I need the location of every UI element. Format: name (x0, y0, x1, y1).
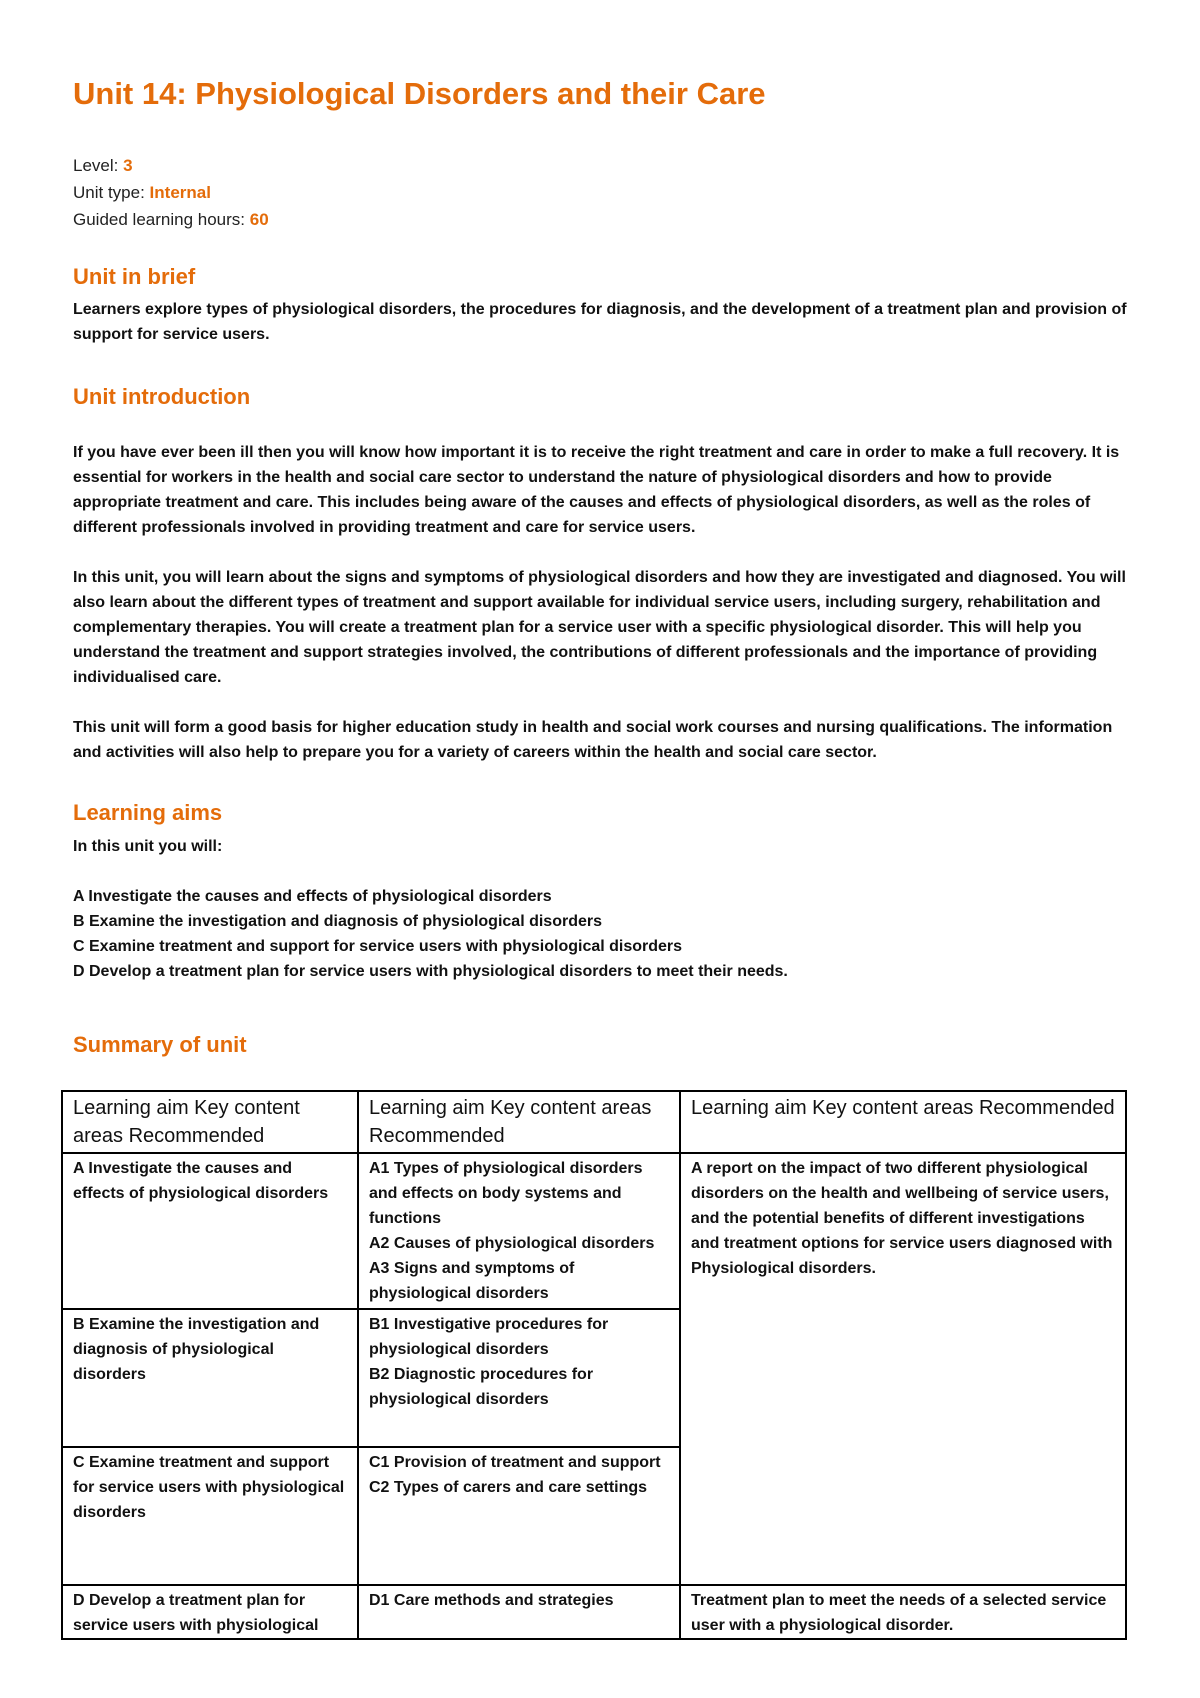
level-label: Level: (73, 156, 119, 175)
level-value: 3 (123, 156, 133, 175)
content-item: A3 Signs and symptoms of physiological disorders (369, 1260, 575, 1302)
learning-aim-item: D Develop a treatment plan for service users with physiological disorders to meet their needs. (73, 963, 788, 980)
aim-cell-text: D Develop a treatment plan for service users with physiological (73, 1592, 319, 1634)
unit-type-line (73, 179, 269, 206)
unit-type-label: Unit type: (73, 183, 145, 202)
assessment-cell-text: Treatment plan to meet the needs of a selected service user with a physiological disorder. (691, 1592, 1107, 1634)
assessment-cell: A report on the impact of two different physiological disorders on the health and wellbeing of service users, and the potential benefits of different investigations and treatment options for service users diagnosed with Physiological disorders. (680, 1153, 1126, 1585)
aim-cell: C Examine treatment and support for service users with physiological disorders (62, 1447, 358, 1585)
learning-aim-item: C Examine treatment and support for service users with physiological disorders (73, 938, 683, 955)
intro-paragraph: This unit will form a good basis for higher education study in health and social work courses and nursing qualifications. The information and activities will also help to prepare you for a variety of careers within the health and social care sector. (73, 719, 1113, 761)
table-row (62, 1585, 1126, 1639)
content-cell (358, 1585, 680, 1639)
assessment-cell (680, 1585, 1126, 1639)
learning-aims-heading: Learning aims (73, 800, 223, 825)
content-item: B2 Diagnostic procedures for physiological disorders (369, 1366, 594, 1408)
learning-aim-item: B Examine the investigation and diagnosis of physiological disorders (73, 913, 602, 930)
learning-aim-item: A Investigate the causes and effects of physiological disorders (73, 888, 552, 905)
summary-heading: Summary of unit (73, 1032, 247, 1057)
table-header-row (62, 1091, 1126, 1153)
aim-cell: B Examine the investigation and diagnosis of physiological disorders (62, 1309, 358, 1447)
unit-type-value: Internal (149, 183, 211, 202)
unit-in-brief-heading: Unit in brief (73, 264, 196, 289)
content-item: A1 Types of physiological disorders and effects on body systems and functions (369, 1160, 643, 1227)
learning-aims-list (73, 884, 1133, 984)
content-item: C2 Types of carers and care settings (369, 1479, 648, 1496)
unit-meta (73, 152, 269, 233)
unit-introduction-text (73, 440, 1133, 765)
content-item: B1 Investigative procedures for physiological disorders (369, 1316, 609, 1358)
unit-in-brief-text: Learners explore types of physiological disorders, the procedures for diagnosis, and the development of a treatment plan and provision of support for service users. (73, 301, 1127, 343)
content-cell (358, 1309, 680, 1447)
glh-label: Guided learning hours: (73, 210, 246, 229)
unit-title: Unit 14: Physiological Disorders and their Care (73, 76, 766, 111)
aim-cell (62, 1585, 358, 1639)
learning-aims-intro: In this unit you will: (73, 838, 223, 855)
content-item: C1 Provision of treatment and support (369, 1454, 661, 1471)
table-row (62, 1153, 1126, 1309)
summary-table (61, 1090, 1127, 1640)
content-cell (358, 1153, 680, 1309)
learning-aims-list-wrap (73, 884, 1133, 984)
unit-introduction-heading: Unit introduction (73, 384, 251, 409)
content-item: A2 Causes of physiological disorders (369, 1235, 655, 1252)
column-header: Learning aim Key content areas Recommended (62, 1091, 358, 1153)
intro-paragraph: In this unit, you will learn about the signs and symptoms of physiological disorders and how they are investigated and diagnosed. You will also learn about the different types of treatment and support available for individual service users, including surgery, rehabilitation and complementary therapies. You will create a treatment plan for a service user with a specific physiological disorder. This will help you understand the treatment and support strategies involved, the contributions of different professionals and the importance of providing individualised care. (73, 569, 1126, 686)
content-cell (358, 1447, 680, 1585)
content-item: D1 Care methods and strategies (369, 1592, 614, 1609)
column-header: Learning aim Key content areas Recommended (680, 1091, 1126, 1153)
glh-value: 60 (249, 210, 269, 229)
column-header: Learning aim Key content areas Recommended (358, 1091, 680, 1153)
intro-paragraph: If you have ever been ill then you will know how important it is to receive the right treatment and care in order to make a full recovery. It is essential for workers in the health and social care sector to understand the nature of physiological disorders and how to provide appropriate treatment and care. This includes being aware of the causes and effects of physiological disorders, as well as the roles of different professionals involved in providing treatment and care for service users. (73, 444, 1120, 536)
glh-line (73, 206, 269, 233)
aim-cell: A Investigate the causes and effects of physiological disorders (62, 1153, 358, 1309)
level-line (73, 152, 269, 179)
